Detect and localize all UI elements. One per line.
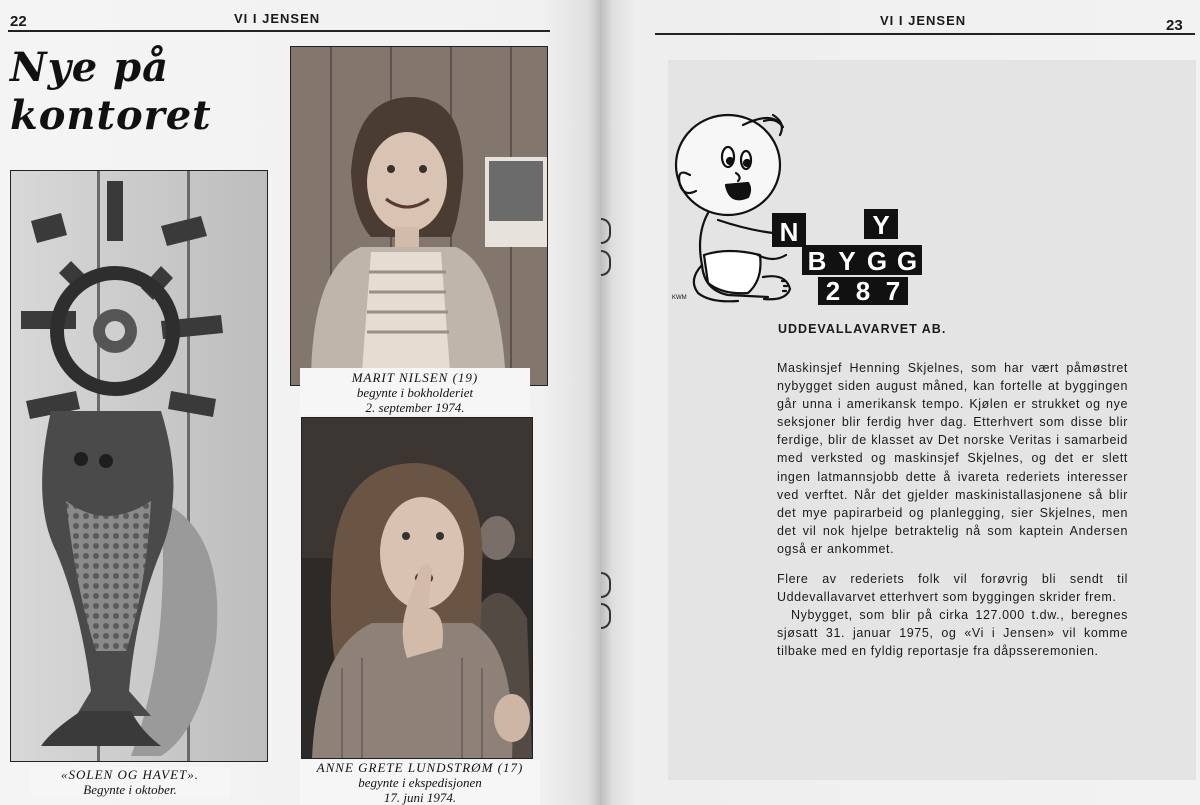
block-letter-b: B xyxy=(807,246,827,276)
sculpture-photo xyxy=(10,170,268,762)
article-paragraph-2: Flere av rederiets folk vil forøvrig bli sendt til Uddevallavarvet etterhvert som byggingen skrider frem. xyxy=(777,572,1128,605)
marit-caption-name: MARIT NILSEN (19) xyxy=(351,370,479,385)
block-digit-7: 7 xyxy=(885,276,901,306)
block-digit-8: 8 xyxy=(855,276,871,306)
sculpture-caption xyxy=(30,767,230,797)
headline-line-2: kontoret xyxy=(10,92,212,139)
page-number-right: 23 xyxy=(1166,17,1183,34)
nybygg-logo xyxy=(668,105,928,310)
marit-caption-line3: 2. september 1974. xyxy=(365,400,465,415)
headline xyxy=(10,44,260,140)
marit-caption xyxy=(300,368,530,415)
article-body xyxy=(777,359,1128,673)
sculpture-caption-title: «SOLEN OG HAVET». xyxy=(60,767,200,782)
sculpture-caption-line2: Begynte i oktober. xyxy=(83,782,177,797)
page-number-left: 22 xyxy=(10,13,27,30)
marit-photo xyxy=(290,46,548,386)
header-rule-right xyxy=(655,33,1195,35)
article-paragraph-3: Nybygget, som blir på cirka 127.000 t.dw., beregnes sjøsatt 31. januar 1975, og «Vi i Jensen» vil komme tilbake med en fyldig reportasje fra dåpsseremonien. xyxy=(777,608,1128,659)
gutter-shadow xyxy=(588,0,612,805)
block-letter-g: G xyxy=(866,246,888,276)
anne-caption-line2: begynte i ekspedisjonen xyxy=(358,775,482,790)
block-letter-y: Y xyxy=(872,210,890,240)
block-digit-2: 2 xyxy=(825,276,841,306)
logo-signature: KWM xyxy=(672,295,687,301)
marit-caption-line2: begynte i bokholderiet xyxy=(356,385,474,400)
anne-caption-line3: 17. juni 1974. xyxy=(383,790,457,805)
running-head-left: VI I JENSEN xyxy=(234,11,321,26)
header-rule-left xyxy=(8,30,550,32)
company-heading: UDDEVALLAVARVET AB. xyxy=(778,322,947,336)
anne-photo xyxy=(301,417,533,759)
block-letter-g2: G xyxy=(896,246,918,276)
block-letter-y2: Y xyxy=(838,246,856,276)
headline-line-1: Nye på xyxy=(10,44,170,91)
anne-caption xyxy=(300,760,540,805)
article-paragraph-1: Maskinsjef Henning Skjelnes, som har vært påmøstret nybygget siden august måned, kan fortelle at byggingen går unna i amerikansk tempo. Kjølen er strukket og nye seksjoner blir ferdig hver dag. Etterhvert som disse blir ferdige, blir de klasset av Det norske Veritas i samarbeid med verksted og maskinsjef Skjelnes, og det er slett ingen latmannsjobb dette å ivareta rederiets interesser ved verftet. Når det gjelder maskinistallasjonene så blir det mye papirarbeid og planlegging, sier Skjelnes, men det vil nok hjelpe betraktelig nå som kaptein Andersen også er ankommet. xyxy=(777,361,1128,556)
running-head-right: VI I JENSEN xyxy=(880,13,967,28)
anne-caption-name: ANNE GRETE LUNDSTRØM (17) xyxy=(316,760,524,775)
block-letter-n: N xyxy=(779,217,799,247)
